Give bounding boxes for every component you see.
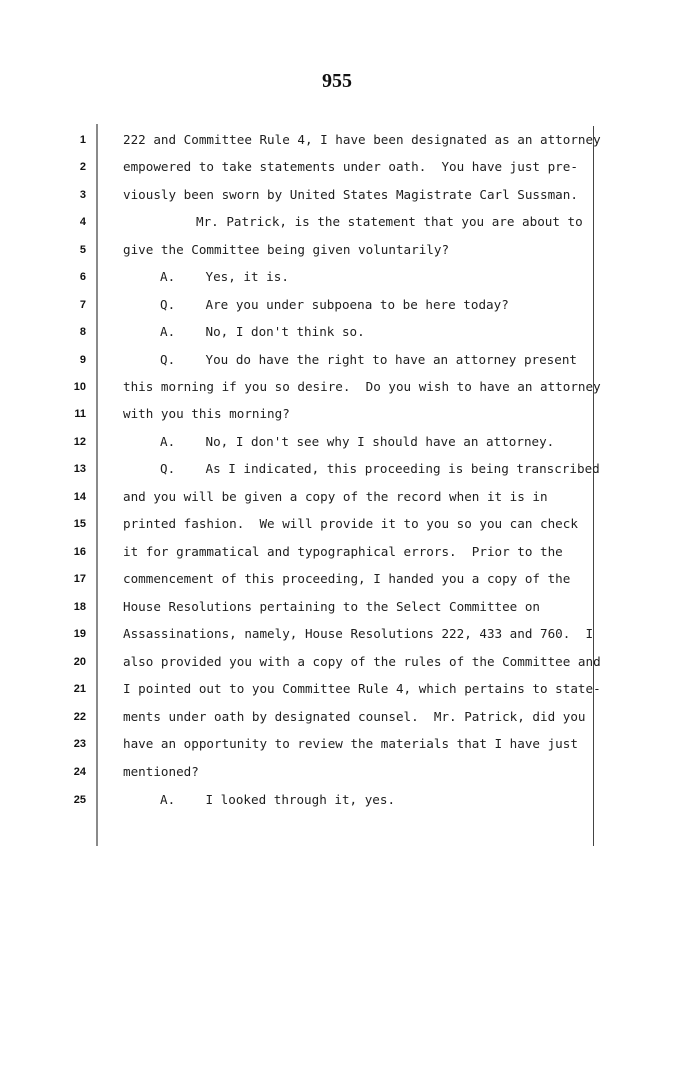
line-number: 12 xyxy=(73,436,86,448)
transcript-line: I pointed out to you Committee Rule 4, which pertains to state- xyxy=(123,681,601,696)
line-number: 23 xyxy=(73,738,86,750)
line-number: 16 xyxy=(73,546,86,558)
line-number: 4 xyxy=(79,216,86,228)
transcript-line: and you will be given a copy of the record when it is in xyxy=(123,489,548,504)
transcript-line: this morning if you so desire. Do you wish to have an attorney xyxy=(123,379,601,394)
transcript-line: it for grammatical and typographical errors. Prior to the xyxy=(123,544,563,559)
transcript-line: also provided you with a copy of the rules of the Committee and xyxy=(123,654,601,669)
transcript-line: empowered to take statements under oath. You have just pre- xyxy=(123,159,578,174)
line-number: 1 xyxy=(79,134,86,146)
transcript-line: House Resolutions pertaining to the Select Committee on xyxy=(123,599,541,614)
transcript-line: Q. Are you under subpoena to be here today? xyxy=(160,297,509,312)
line-number: 10 xyxy=(73,381,86,393)
left-margin-rule xyxy=(96,124,98,846)
transcript-line: Q. As I indicated, this proceeding is being transcribed xyxy=(160,461,600,476)
line-number: 14 xyxy=(73,491,86,503)
transcript-line: A. I looked through it, yes. xyxy=(160,792,396,807)
line-number: 7 xyxy=(79,299,86,311)
transcript-line: printed fashion. We will provide it to you so you can check xyxy=(123,516,578,531)
transcript-line: ments under oath by designated counsel. Mr. Patrick, did you xyxy=(123,709,586,724)
line-number: 18 xyxy=(73,601,86,613)
transcript-line: A. No, I don't think so. xyxy=(160,324,365,339)
line-number: 19 xyxy=(73,628,86,640)
line-number: 5 xyxy=(79,244,86,256)
transcript-line: A. No, I don't see why I should have an attorney. xyxy=(160,434,555,449)
line-number: 25 xyxy=(73,794,86,806)
line-number: 9 xyxy=(79,354,86,366)
transcript-line: mentioned? xyxy=(123,764,199,779)
line-number: 2 xyxy=(79,161,86,173)
line-number: 17 xyxy=(73,573,86,585)
line-number: 20 xyxy=(73,656,86,668)
right-margin-rule xyxy=(593,126,594,846)
line-number: 13 xyxy=(73,463,86,475)
transcript-line: Assassinations, namely, House Resolutions 222, 433 and 760. I xyxy=(123,626,594,641)
transcript-line: have an opportunity to review the materials that I have just xyxy=(123,736,578,751)
line-number: 3 xyxy=(79,189,86,201)
transcript-line: with you this morning? xyxy=(123,406,290,421)
transcript-line: 222 and Committee Rule 4, I have been designated as an attorney xyxy=(123,132,601,147)
line-number: 21 xyxy=(73,683,86,695)
transcript-line: A. Yes, it is. xyxy=(160,269,289,284)
transcript-line: Mr. Patrick, is the statement that you are about to xyxy=(196,214,583,229)
transcript-line: commencement of this proceeding, I handed you a copy of the xyxy=(123,571,571,586)
line-number: 8 xyxy=(79,326,86,338)
line-number: 22 xyxy=(73,711,86,723)
line-number: 6 xyxy=(79,271,86,283)
line-number: 24 xyxy=(73,766,86,778)
line-number: 15 xyxy=(73,518,86,530)
transcript-line: Q. You do have the right to have an attorney present xyxy=(160,352,578,367)
line-number: 11 xyxy=(74,408,86,420)
transcript-line: viously been sworn by United States Magistrate Carl Sussman. xyxy=(123,187,578,202)
transcript-line: give the Committee being given voluntarily? xyxy=(123,242,450,257)
page-number: 955 xyxy=(322,70,352,92)
